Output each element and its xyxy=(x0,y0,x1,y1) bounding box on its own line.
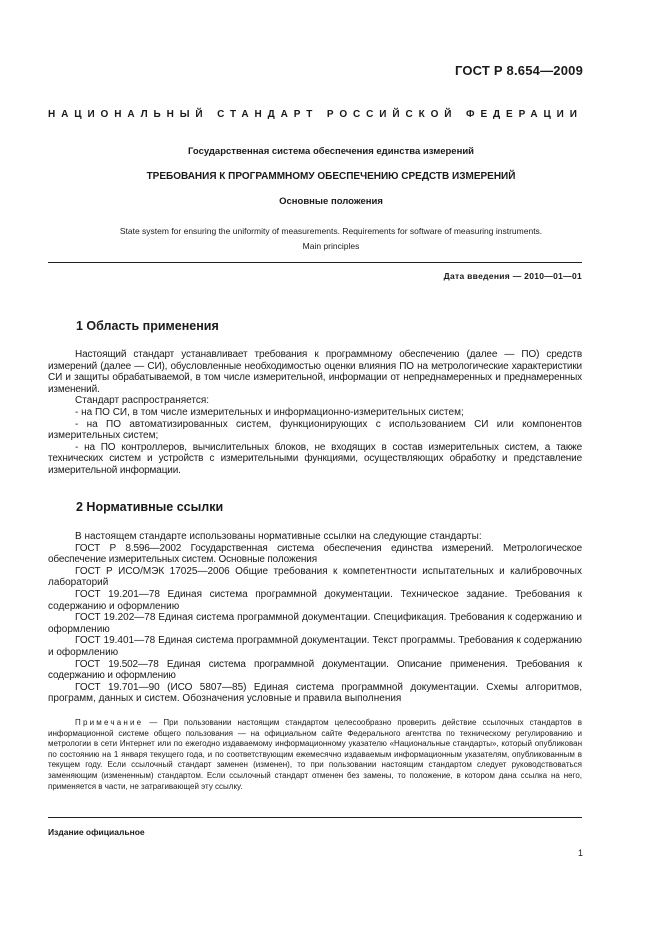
introduction-date: Дата введения — 2010—01—01 xyxy=(443,271,582,281)
reference-item: ГОСТ 19.502—78 Единая система программной документации. Описание применения. Требования к содержанию и оформлению xyxy=(48,658,582,682)
reference-item: ГОСТ 19.202—78 Единая система программной документации. Спецификация. Требования к содержанию и оформлению xyxy=(48,612,582,635)
english-title-line1: State system for ensuring the uniformity of measurements. Requirements for software of measuring instruments. xyxy=(119,226,543,236)
note-block xyxy=(48,718,582,792)
paragraph: Настоящий стандарт устанавливает требования к программному обеспечению (далее — ПО) средств измерений (далее — СИ), обусловленные необходимостью оценки влияния ПО на метрологические характеристики СИ и защиты обрабатываемой, в том числе измерительной, информации от непреднамеренных и преднамеренных изменений. xyxy=(48,349,582,395)
note-text: — При пользовании настоящим стандартом целесообразно проверить действие ссылочных стандартов в информационной системе общего пользования — на официальном сайте Федерального агентства по техническому регулированию и метрологии в сети Интернет или по ежегодно издаваемому информационному указателю «Национальные стандарты», который опубликован по состоянию на 1 января текущего года, и по соответствующим ежемесячно издаваемым информационным указателям, опубликованным в текущем году. Если ссылочный стандарт заменен (изменен), то при пользовании настоящим стандартом следует руководствоваться заменяющим (измененным) стандартом. Если ссылочный стандарт отменен без замены, то положение, в котором дана ссылка на него, применяется в части, не затрагивающей эту ссылку. xyxy=(48,718,582,791)
national-standard-banner: НАЦИОНАЛЬНЫЙ СТАНДАРТ РОССИЙСКОЙ ФЕДЕРАЦИИ xyxy=(48,109,583,120)
section-1-body xyxy=(48,349,582,477)
list-item: - на ПО СИ, в том числе измерительных и информационно-измерительных систем; xyxy=(75,406,464,418)
section-2-heading: 2 Нормативные ссылки xyxy=(76,500,224,514)
list-item: - на ПО автоматизированных систем, функционирующих с использованием СИ или компонентов измерительных систем; xyxy=(48,418,582,442)
english-title xyxy=(48,224,614,254)
section-1-heading: 1 Область применения xyxy=(76,319,219,333)
section-2-body xyxy=(48,531,582,705)
paragraph: Стандарт распространяется: xyxy=(75,395,210,407)
title-divider xyxy=(48,262,582,263)
reference-item: ГОСТ 19.201—78 Единая система программной документации. Техническое задание. Требования к содержанию и оформлению xyxy=(48,588,582,612)
english-title-line2: Main principles xyxy=(302,241,360,251)
reference-item: ГОСТ 19.401—78 Единая система программной документации. Текст программы. Требования к содержанию и оформлению xyxy=(48,635,582,658)
list-item: - на ПО контроллеров, вычислительных блоков, не входящих в состав измерительных систем, а также технических систем и устройств с измерительными функциями, осуществляющих обработку и представление измерительной информации. xyxy=(48,441,582,476)
reference-item: ГОСТ Р 8.596—2002 Государственная система обеспечения единства измерений. Метрологическое обеспечение измерительных систем. Основные положения xyxy=(48,542,582,566)
note-label: Примечание xyxy=(75,718,144,727)
subtitle: Основные положения xyxy=(279,196,383,207)
page-number: 1 xyxy=(577,848,583,858)
edition-label: Издание официальное xyxy=(48,827,145,837)
reference-item: ГОСТ 19.701—90 (ИСО 5807—85) Единая система программной документации. Схемы алгоритмов, программ, данных и систем. Обозначения условные и правила выполнения xyxy=(48,681,582,705)
footer-divider xyxy=(48,817,582,818)
paragraph: В настоящем стандарте использованы нормативные ссылки на следующие стандарты: xyxy=(75,531,482,542)
reference-item: ГОСТ Р ИСО/МЭК 17025—2006 Общие требования к компетентности испытательных и калибровочных лабораторий xyxy=(48,565,582,589)
main-title: ТРЕБОВАНИЯ К ПРОГРАММНОМУ ОБЕСПЕЧЕНИЮ СРЕДСТВ ИЗМЕРЕНИЙ xyxy=(146,171,516,182)
note-paragraph xyxy=(48,718,582,792)
gost-number: ГОСТ Р 8.654—2009 xyxy=(454,63,583,78)
system-title: Государственная система обеспечения единства измерений xyxy=(187,146,475,157)
